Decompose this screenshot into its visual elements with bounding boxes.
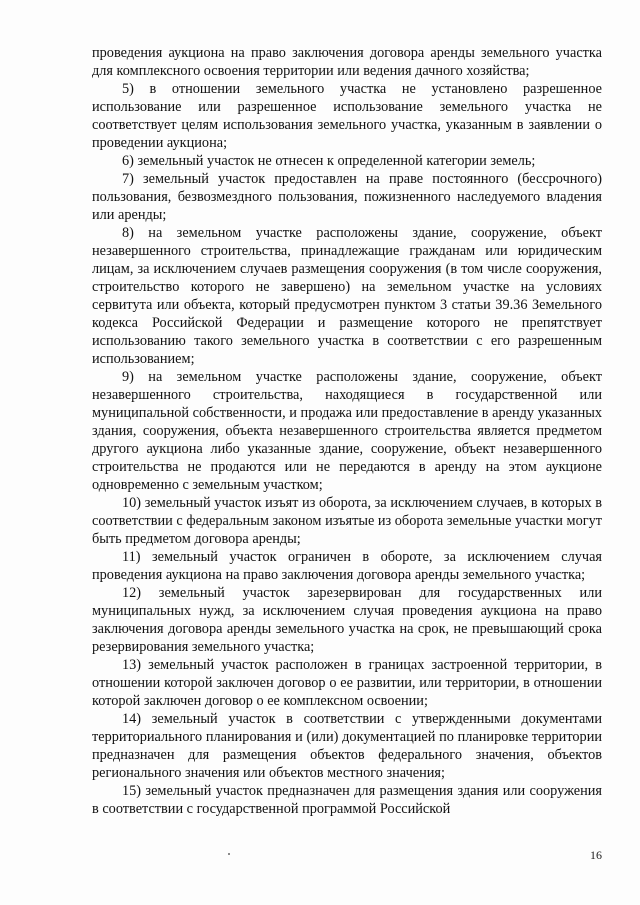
paragraph-item-8: 8) на земельном участке расположены здание, сооружение, объект незавершенного строительства, принадлежащие гражданам или юридическим лицам, за исключением случаев размещения сооружения (в том числе сооружения, строительство которого не завершено) на земельном участке на условиях сервитута или объекта, который предусмотрен пунктом 3 статьи 39.36 Земельного кодекса Российской Федерации и размещение которого не препятствует использованию такого земельного участка в соответствии с его разрешенным использованием; xyxy=(92,225,602,367)
paragraph-item-13: 13) земельный участок расположен в границах застроенной территории, в отношении которой заключен договор о ее развитии, или территории, в отношении которой заключен договор о ее комплексном освоении; xyxy=(92,657,602,709)
paragraph-item-9: 9) на земельном участке расположены здание, сооружение, объект незавершенного строительства, находящиеся в государственной или муниципальной собственности, и продажа или предоставление в аренду указанных здания, сооружения, объекта незавершенного строительства является предметом другого аукциона либо указанные здание, сооружение, объект незавершенного строительства не продаются или не передаются в аренду на этом аукционе одновременно с земельным участком; xyxy=(92,369,602,493)
paragraph-continuation: проведения аукциона на право заключения договора аренды земельного участка для комплексного освоения территории или ведения дачного хозяйства; xyxy=(92,45,602,79)
paragraph-item-6: 6) земельный участок не отнесен к определенной категории земель; xyxy=(122,153,536,169)
page-number: 16 xyxy=(590,848,602,862)
scan-speck xyxy=(228,853,230,855)
paragraph-item-7: 7) земельный участок предоставлен на праве постоянного (бессрочного) пользования, безвозмездного пользования, пожизненного наследуемого владения или аренды; xyxy=(92,171,602,223)
paragraph-item-14: 14) земельный участок в соответствии с утвержденными документами территориального планирования и (или) документацией по планировке территории предназначен для размещения объектов федерального значения, объектов регионального значения или объектов местного значения; xyxy=(92,711,602,781)
paragraph-item-15: 15) земельный участок предназначен для размещения здания или сооружения в соответствии с государственной программой Российской xyxy=(92,783,602,817)
paragraph-item-11: 11) земельный участок ограничен в обороте, за исключением случая проведения аукциона на право заключения договора аренды земельного участка; xyxy=(92,549,602,583)
paragraph-item-12: 12) земельный участок зарезервирован для государственных или муниципальных нужд, за исключением случая проведения аукциона на право заключения договора аренды земельного участка на срок, не превышающий срока резервирования земельного участка; xyxy=(92,585,602,655)
paragraph-item-10: 10) земельный участок изъят из оборота, за исключением случаев, в которых в соответствии с федеральным законом изъятые из оборота земельные участки могут быть предметом договора аренды; xyxy=(92,495,602,547)
document-body xyxy=(92,44,602,818)
paragraph-item-5: 5) в отношении земельного участка не установлено разрешенное использование или разрешенное использование земельного участка не соответствует целям использования земельного участка, указанным в заявлении о проведении аукциона; xyxy=(92,81,602,151)
